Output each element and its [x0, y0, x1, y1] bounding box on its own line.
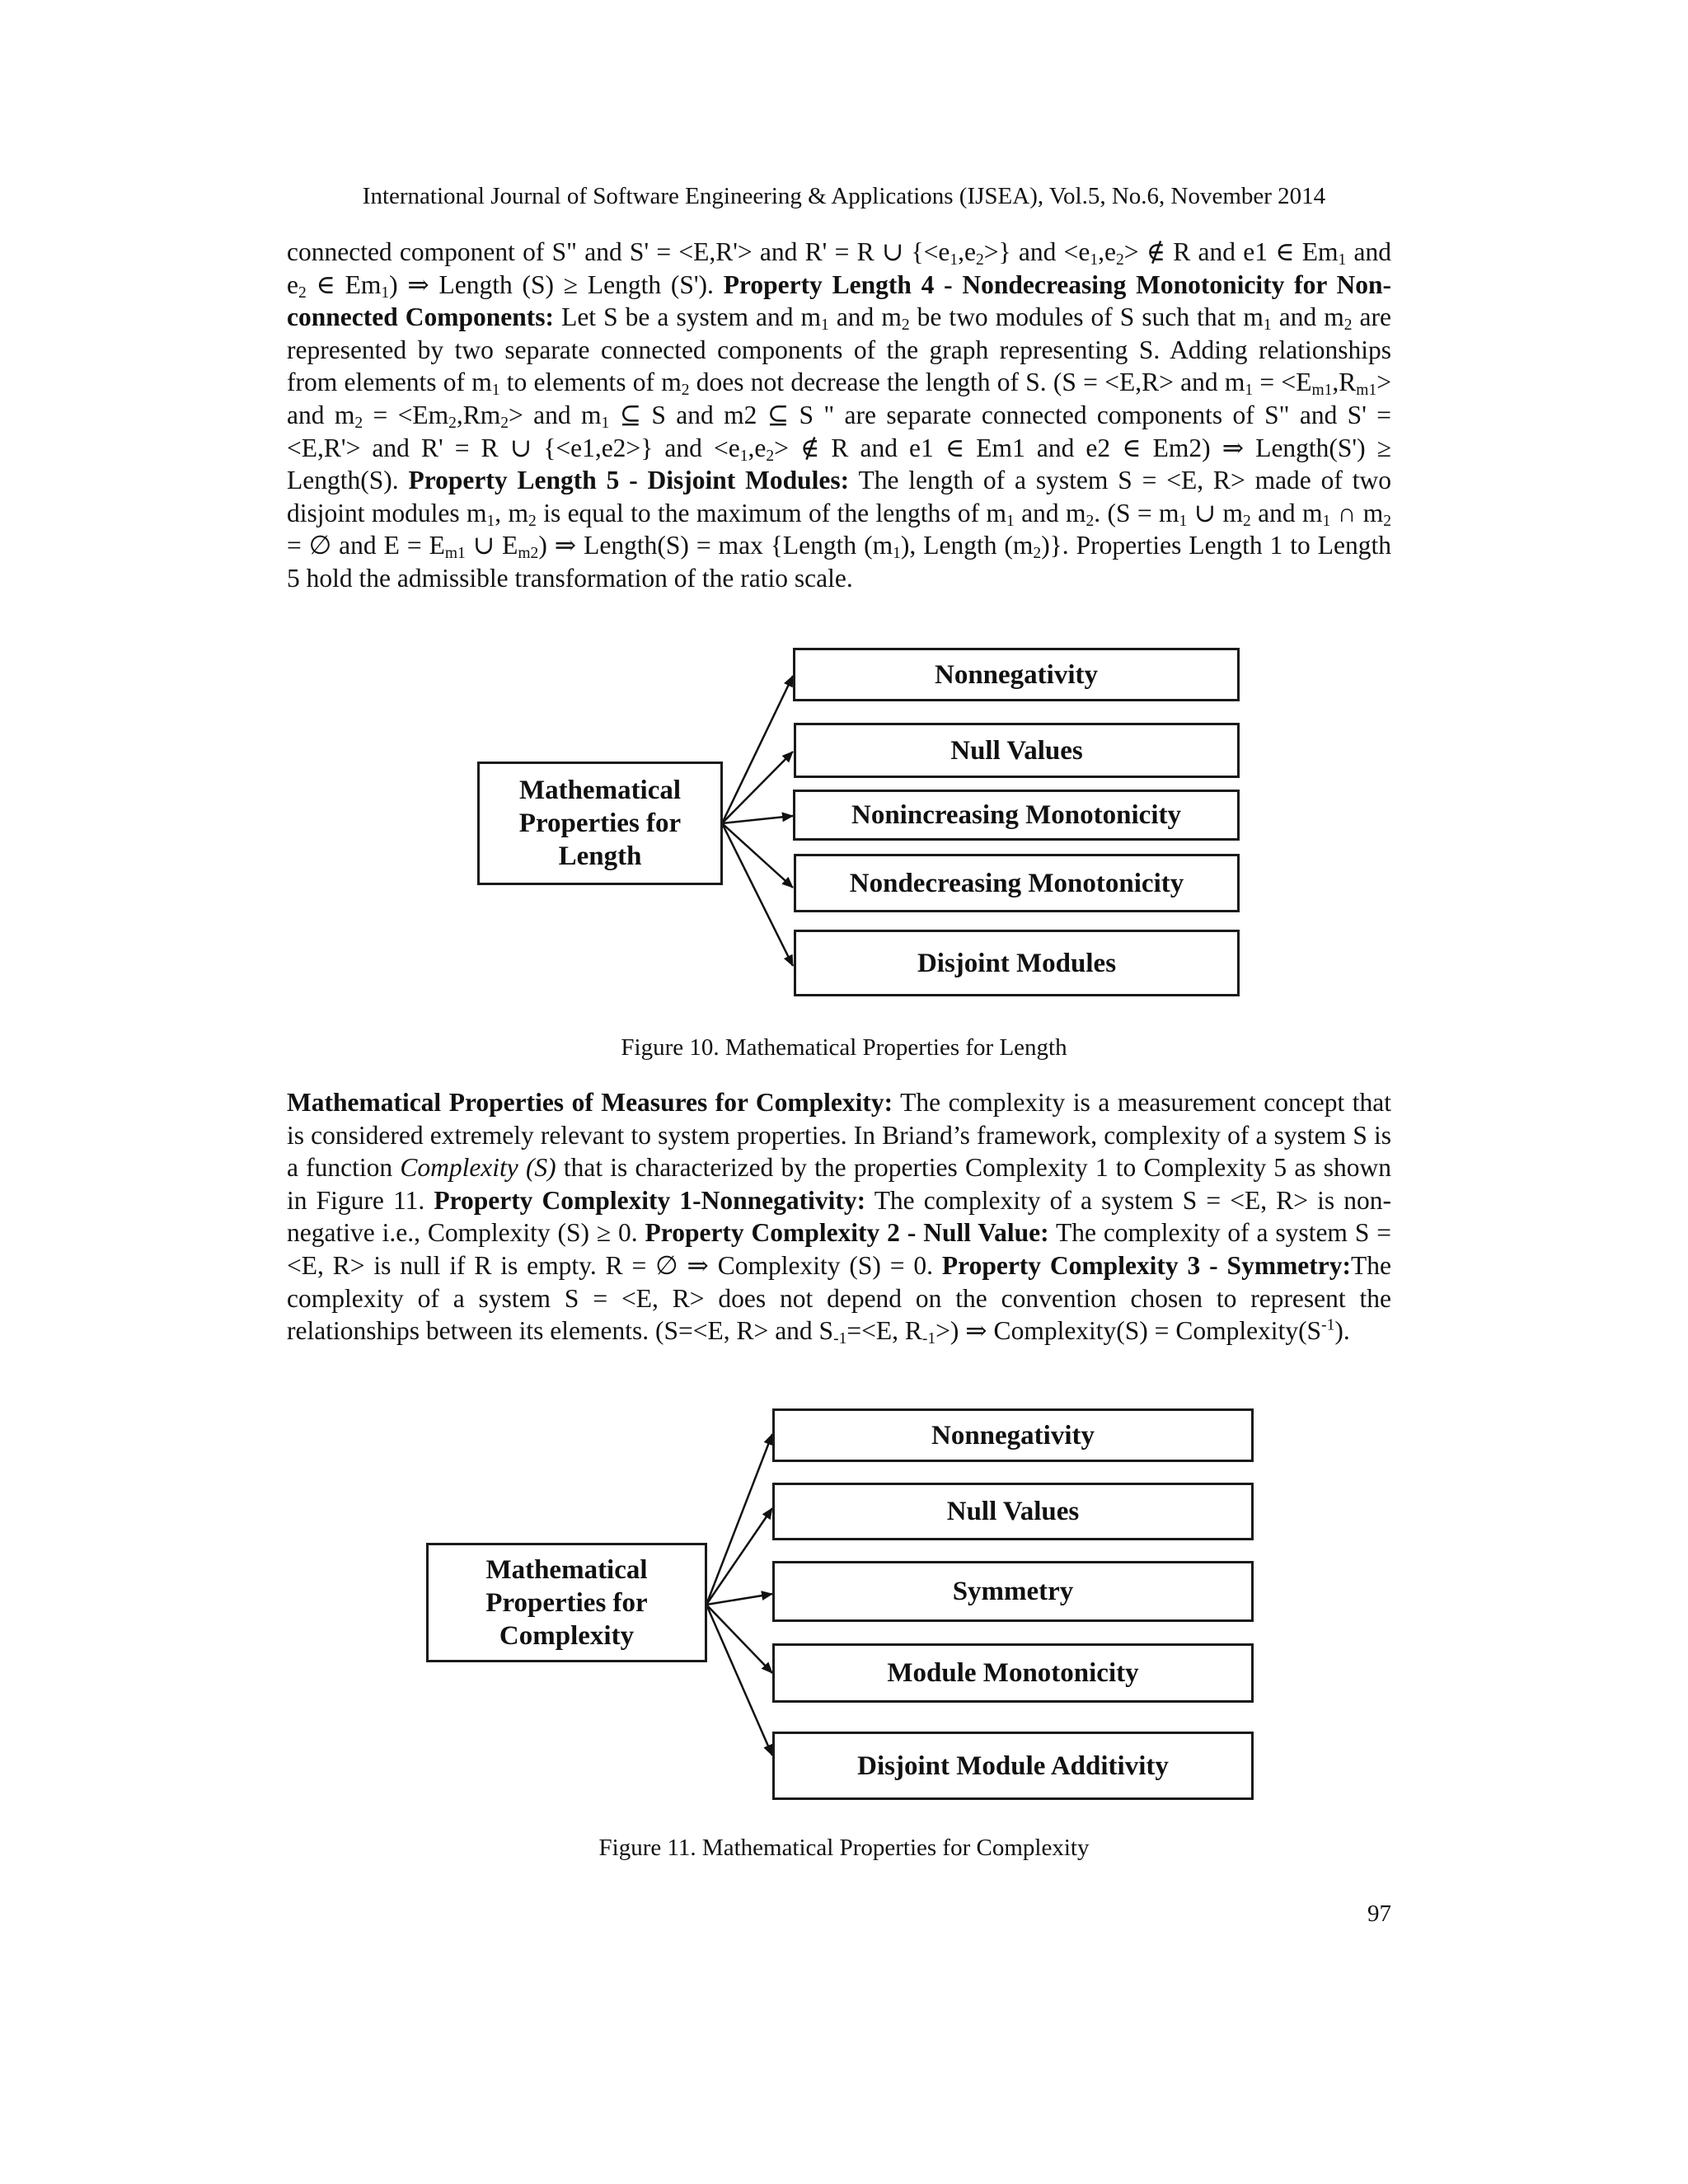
property-length-4-heading: Property Length 4 - Nondecreasing Monotonicity for Non-connected Components: — [287, 269, 1392, 332]
node-disjoint-module-additivity: Disjoint Module Additivity — [772, 1732, 1254, 1800]
running-header: International Journal of Software Engineering & Applications (IJSEA), Vol.5, No.6, November 2014 — [362, 183, 1326, 209]
node-nonnegativity: Nonnegativity — [793, 648, 1240, 701]
node-nondecreasing-monotonicity: Nondecreasing Monotonicity — [794, 854, 1240, 912]
node-disjoint-modules: Disjoint Modules — [794, 930, 1240, 996]
property-complexity-1-heading: Property Complexity 1-Nonnegativity: — [434, 1185, 866, 1215]
paragraph-complexity-properties: Mathematical Properties of Measures for Complexity: The complexity is a measurement concept that is considered extremely relevant to system properties. In Briand’s framework, complexity of a system S is a function Complexity (S) that is characterized by the properties Complexity 1 to Complexity 5 as shown in Figure 11. Property Complexity 1-Nonnegativity: The complexity of a system S = <E, R> is non-negative i.e., Complexity (S) ≥ 0. Property Complexity 2 - Null Value: The complexity of a system S = <E, R> is null if R is empty. R = ∅ ⇒ Complexity (S) = 0. Property Complexity 3 - Symmetry:The complexity of a system S = <E, R> does not depend on the convention chosen to represent the relationships between its elements. (S=<E, R> and $S_{-1}=<E$, $R_{-1}>$) ⇒ Complexity(S) = $Complexity(S^{-1})$. — [287, 1088, 1392, 1348]
property-length-5-heading: Property Length 5 - Disjoint Modules: — [408, 466, 850, 495]
node-nonincreasing-monotonicity: Nonincreasing Monotonicity — [793, 790, 1240, 841]
property-complexity-2-heading: Property Complexity 2 - Null Value: — [645, 1218, 1049, 1248]
node-null-values: Null Values — [794, 723, 1240, 778]
figure-10-caption: Figure 10. Mathematical Properties for Length — [621, 1034, 1067, 1061]
node-module-monotonicity: Module Monotonicity — [772, 1643, 1254, 1703]
node-nonnegativity: Nonnegativity — [772, 1408, 1254, 1462]
paragraph-length-properties: connected component of S" and S' = <E,R'> and R' = R ∪ $\{<e_1,e_2>\}$ and $<e_1,e_2>$ ∉ R and e1 ∈ $Em_1$ and $e_2$ ∈ $Em_1$) ⇒ Length (S) ≥ Length (S'). Property Length 4 - Nondecreasing Monotonicity for Non-connected Components: Let S be a system and $m_1$ and $m_2$ be two modules of S such that $m_1$ and $m_2$ are represented by two separate connected components of the graph representing S. Adding relationships from elements of $m_1$ to elements of $m_2$ does not decrease the length of S. (S = <E,R> and $m_1 = <E_{m1},R_{m1}>$ and $m_2 = <Em_2,Rm_2>$ and $m_1$ ⊆ S and m2 ⊆ S " are separate connected components of S" and S' = <E,R'> and R' = R ∪ {<e1,e2>} and $<e_1,e_2>$ ∉ R and e1 ∈ Em1 and e2 ∈ Em2) ⇒ Length(S') ≥ Length(S). Property Length 5 - Disjoint Modules: The length of a system S = <E, R> made of two disjoint modules $m_1$, $m_2$ is equal to the maximum of the lengths of $m_1$ and $m_2$. ($S = m_1$ ∪ $m_2$ and $m_1$ ∩ $m_2$ = ∅ and $E = E_{m1}$ ∪ $E_{m2}$) ⇒ Length(S) = max {Length $(m_1)$, Length $(m_2)$}. Properties Length 1 to Length 5 hold the admissible transformation of the ratio scale. — [287, 237, 1392, 593]
complexity-section-heading: Mathematical Properties of Measures for Complexity: — [287, 1088, 893, 1117]
figure-11-caption: Figure 11. Mathematical Properties for Complexity — [598, 1835, 1090, 1861]
node-symmetry: Symmetry — [772, 1561, 1254, 1622]
root-node-length: Mathematical Properties for Length — [477, 762, 723, 885]
property-complexity-3-heading: Property Complexity 3 - Symmetry: — [941, 1250, 1352, 1280]
root-node-complexity: Mathematical Properties for Complexity — [426, 1543, 707, 1662]
node-null-values: Null Values — [772, 1483, 1254, 1540]
page-number: 97 — [1367, 1900, 1391, 1927]
